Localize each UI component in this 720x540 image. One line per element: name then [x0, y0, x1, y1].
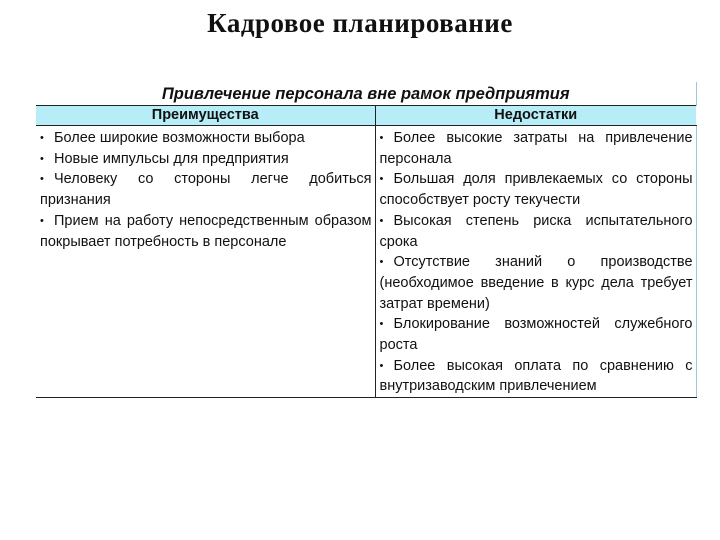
list-item: • Более широкие возможности выбора [40, 128, 372, 149]
list-item: • Новые импульсы для предприятия [40, 149, 372, 170]
header-advantages: Преимущества [36, 106, 375, 126]
list-item: • Более высокие затраты на привлечение персонала [379, 130, 693, 167]
bullet-icon: • [379, 359, 384, 372]
list-item: • Высокая степень риска испытательного срока [379, 212, 693, 250]
bullet-icon: • [379, 132, 384, 144]
table-caption: Привлечение персонала вне рамок предприятия [36, 82, 696, 106]
bullet-icon: • [40, 214, 44, 227]
bullet-icon: • [379, 214, 384, 227]
advantages-cell [36, 126, 375, 398]
list-item: • Прием на работу непосредственным образом покрывает потребность в персонале [40, 212, 372, 250]
bullet-icon: • [379, 256, 384, 269]
list-item: • Отсутствие знаний о производстве (необходимое введение в курс дела требует затрат времени) [379, 254, 693, 312]
bullet-icon: • [40, 173, 44, 186]
comparison-table [36, 82, 697, 398]
bullet-icon: • [379, 318, 384, 331]
header-disadvantages: Недостатки [375, 106, 696, 126]
list-item: • Большая доля привлекаемых со стороны способствует росту текучести [379, 171, 693, 209]
bullet-icon: • [40, 152, 44, 165]
bullet-icon: • [379, 173, 384, 186]
page-title: Кадровое планирование [207, 8, 513, 38]
list-item: • Блокирование возможностей служебного роста [379, 316, 693, 354]
bullet-icon: • [40, 132, 44, 144]
list-item: • Более высокая оплата по сравнению с внутризаводским привлечением [379, 357, 693, 395]
list-item: • Человеку со стороны легче добиться признания [40, 171, 372, 209]
disadvantages-cell [375, 126, 696, 398]
